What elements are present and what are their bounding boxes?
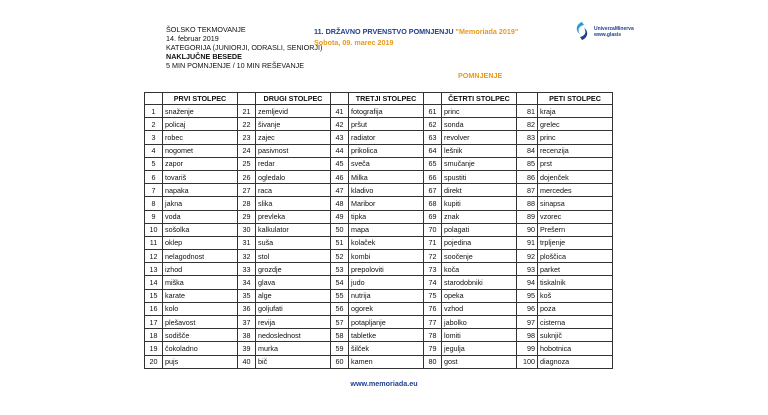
- word-cell: prikolica: [349, 144, 424, 157]
- word-cell: suša: [256, 236, 331, 249]
- word-number: 2: [145, 118, 163, 131]
- word-number: 47: [331, 184, 349, 197]
- word-cell: direkt: [442, 184, 517, 197]
- word-cell: spustiti: [442, 170, 517, 183]
- word-cell: prevleka: [256, 210, 331, 223]
- word-number: 28: [238, 197, 256, 210]
- word-number: 85: [517, 157, 538, 170]
- word-number: 65: [424, 157, 442, 170]
- word-number: 95: [517, 289, 538, 302]
- word-cell: lešnik: [442, 144, 517, 157]
- word-cell: kraja: [538, 105, 613, 118]
- word-cell: jegulja: [442, 342, 517, 355]
- word-cell: znak: [442, 210, 517, 223]
- word-number: 9: [145, 210, 163, 223]
- word-cell: vzhod: [442, 302, 517, 315]
- word-cell: zemljevid: [256, 105, 331, 118]
- word-number: 26: [238, 170, 256, 183]
- word-cell: redar: [256, 157, 331, 170]
- table-row: [145, 157, 613, 170]
- word-number: 69: [424, 210, 442, 223]
- word-number: 64: [424, 144, 442, 157]
- word-number: 76: [424, 302, 442, 315]
- word-cell: lomiti: [442, 329, 517, 342]
- table-row: [145, 236, 613, 249]
- word-number: 20: [145, 355, 163, 368]
- word-number: 1: [145, 105, 163, 118]
- word-cell: sveča: [349, 157, 424, 170]
- word-cell: kamen: [349, 355, 424, 368]
- corner-cell: [145, 93, 163, 105]
- word-number: 15: [145, 289, 163, 302]
- word-cell: miška: [163, 276, 238, 289]
- word-number: 40: [238, 355, 256, 368]
- word-cell: vzorec: [538, 210, 613, 223]
- word-number: 75: [424, 289, 442, 302]
- word-cell: alge: [256, 289, 331, 302]
- word-cell: grelec: [538, 118, 613, 131]
- word-cell: kupiti: [442, 197, 517, 210]
- corner-cell: [517, 93, 538, 105]
- word-cell: jakna: [163, 197, 238, 210]
- word-number: 96: [517, 302, 538, 315]
- word-number: 84: [517, 144, 538, 157]
- word-cell: sodišče: [163, 329, 238, 342]
- word-cell: sinapsa: [538, 197, 613, 210]
- word-number: 19: [145, 342, 163, 355]
- event-title: [314, 26, 518, 37]
- word-cell: suknjič: [538, 329, 613, 342]
- word-cell: tabletke: [349, 329, 424, 342]
- word-number: 87: [517, 184, 538, 197]
- logo-icon: [572, 20, 592, 42]
- word-number: 63: [424, 131, 442, 144]
- word-number: 73: [424, 263, 442, 276]
- word-number: 94: [517, 276, 538, 289]
- word-number: 45: [331, 157, 349, 170]
- word-cell: Maribor: [349, 197, 424, 210]
- table-row: [145, 118, 613, 131]
- word-cell: snaženje: [163, 105, 238, 118]
- word-number: 81: [517, 105, 538, 118]
- word-cell: murka: [256, 342, 331, 355]
- word-number: 17: [145, 316, 163, 329]
- word-number: 4: [145, 144, 163, 157]
- table-row: [145, 276, 613, 289]
- word-number: 51: [331, 236, 349, 249]
- word-number: 88: [517, 197, 538, 210]
- word-number: 92: [517, 250, 538, 263]
- table-row: [145, 302, 613, 315]
- word-cell: pršut: [349, 118, 424, 131]
- word-number: 13: [145, 263, 163, 276]
- word-cell: stol: [256, 250, 331, 263]
- word-number: 91: [517, 236, 538, 249]
- word-number: 48: [331, 197, 349, 210]
- word-number: 74: [424, 276, 442, 289]
- word-number: 38: [238, 329, 256, 342]
- word-cell: radiator: [349, 131, 424, 144]
- word-cell: kalkulator: [256, 223, 331, 236]
- table-header-row: [145, 93, 613, 105]
- word-number: 78: [424, 329, 442, 342]
- word-number: 27: [238, 184, 256, 197]
- word-number: 12: [145, 250, 163, 263]
- word-number: 97: [517, 316, 538, 329]
- word-cell: tipka: [349, 210, 424, 223]
- word-cell: raca: [256, 184, 331, 197]
- word-cell: ploščica: [538, 250, 613, 263]
- word-table: [144, 92, 613, 369]
- word-number: 67: [424, 184, 442, 197]
- word-cell: princ: [538, 131, 613, 144]
- column-header: DRUGI STOLPEC: [256, 93, 331, 105]
- word-cell: prepoloviti: [349, 263, 424, 276]
- word-number: 80: [424, 355, 442, 368]
- table-row: [145, 289, 613, 302]
- word-number: 68: [424, 197, 442, 210]
- footer-url: www.memoriada.eu: [350, 379, 418, 388]
- word-cell: kolaček: [349, 236, 424, 249]
- word-number: 86: [517, 170, 538, 183]
- word-number: 62: [424, 118, 442, 131]
- word-number: 36: [238, 302, 256, 315]
- word-cell: kombi: [349, 250, 424, 263]
- word-cell: nogomet: [163, 144, 238, 157]
- event-brand: "Memoriada 2019": [455, 27, 519, 36]
- word-cell: nutrija: [349, 289, 424, 302]
- word-cell: judo: [349, 276, 424, 289]
- word-cell: hobotnica: [538, 342, 613, 355]
- header-left: [166, 25, 322, 70]
- word-cell: opeka: [442, 289, 517, 302]
- word-number: 82: [517, 118, 538, 131]
- column-header: ČETRTI STOLPEC: [442, 93, 517, 105]
- word-cell: koš: [538, 289, 613, 302]
- word-cell: plešavost: [163, 316, 238, 329]
- word-number: 22: [238, 118, 256, 131]
- word-number: 39: [238, 342, 256, 355]
- word-cell: sošolka: [163, 223, 238, 236]
- word-cell: princ: [442, 105, 517, 118]
- word-number: 35: [238, 289, 256, 302]
- word-cell: robec: [163, 131, 238, 144]
- word-number: 18: [145, 329, 163, 342]
- word-number: 79: [424, 342, 442, 355]
- word-cell: tovariš: [163, 170, 238, 183]
- category-label: KATEGORIJA (JUNIORJI, ODRASLI, SENIORJI): [166, 43, 323, 52]
- word-cell: trpljenje: [538, 236, 613, 249]
- word-number: 89: [517, 210, 538, 223]
- table-row: [145, 170, 613, 183]
- word-cell: revolver: [442, 131, 517, 144]
- word-number: 98: [517, 329, 538, 342]
- header-event: [314, 26, 518, 48]
- logo-text-2: www.glasis: [594, 32, 622, 38]
- corner-cell: [331, 93, 349, 105]
- event-prefix: 11. DRŽAVNO PRVENSTVO POMNJENJU: [314, 27, 456, 36]
- word-number: 37: [238, 316, 256, 329]
- word-cell: mercedes: [538, 184, 613, 197]
- word-cell: fotografija: [349, 105, 424, 118]
- word-number: 25: [238, 157, 256, 170]
- phase-label: POMNJENJE: [458, 71, 503, 80]
- word-number: 83: [517, 131, 538, 144]
- word-number: 16: [145, 302, 163, 315]
- word-number: 7: [145, 184, 163, 197]
- university-logo: [572, 20, 642, 44]
- word-number: 100: [517, 355, 538, 368]
- word-number: 44: [331, 144, 349, 157]
- word-cell: policaj: [163, 118, 238, 131]
- word-number: 24: [238, 144, 256, 157]
- table-row: [145, 316, 613, 329]
- table-row: [145, 197, 613, 210]
- word-number: 57: [331, 316, 349, 329]
- word-cell: parket: [538, 263, 613, 276]
- word-number: 42: [331, 118, 349, 131]
- word-number: 54: [331, 276, 349, 289]
- word-number: 59: [331, 342, 349, 355]
- word-cell: voda: [163, 210, 238, 223]
- word-number: 49: [331, 210, 349, 223]
- word-cell: oklep: [163, 236, 238, 249]
- word-cell: zajec: [256, 131, 331, 144]
- word-number: 53: [331, 263, 349, 276]
- word-number: 11: [145, 236, 163, 249]
- word-number: 56: [331, 302, 349, 315]
- word-number: 52: [331, 250, 349, 263]
- word-cell: revija: [256, 316, 331, 329]
- table-row: [145, 105, 613, 118]
- table-row: [145, 250, 613, 263]
- word-cell: slika: [256, 197, 331, 210]
- date-label: 14. februar 2019: [166, 34, 219, 43]
- word-cell: dojenček: [538, 170, 613, 183]
- word-number: 33: [238, 263, 256, 276]
- word-cell: šilček: [349, 342, 424, 355]
- word-number: 70: [424, 223, 442, 236]
- word-number: 8: [145, 197, 163, 210]
- table-row: [145, 144, 613, 157]
- word-number: 60: [331, 355, 349, 368]
- word-cell: koča: [442, 263, 517, 276]
- table-row: [145, 263, 613, 276]
- corner-cell: [424, 93, 442, 105]
- logo-text-1: UniverzaMinerva: [594, 26, 634, 32]
- word-cell: nelagodnost: [163, 250, 238, 263]
- word-cell: kladivo: [349, 184, 424, 197]
- word-cell: mapa: [349, 223, 424, 236]
- word-cell: kolo: [163, 302, 238, 315]
- word-cell: pasivnost: [256, 144, 331, 157]
- word-number: 3: [145, 131, 163, 144]
- word-number: 50: [331, 223, 349, 236]
- word-cell: čokoladno: [163, 342, 238, 355]
- word-number: 90: [517, 223, 538, 236]
- word-cell: napaka: [163, 184, 238, 197]
- word-cell: polagati: [442, 223, 517, 236]
- table-row: [145, 342, 613, 355]
- word-number: 32: [238, 250, 256, 263]
- word-number: 43: [331, 131, 349, 144]
- word-number: 34: [238, 276, 256, 289]
- table-row: [145, 329, 613, 342]
- column-header: TRETJI STOLPEC: [349, 93, 424, 105]
- word-cell: starodobniki: [442, 276, 517, 289]
- word-cell: gost: [442, 355, 517, 368]
- word-number: 23: [238, 131, 256, 144]
- word-cell: bič: [256, 355, 331, 368]
- word-cell: šivanje: [256, 118, 331, 131]
- word-cell: sonda: [442, 118, 517, 131]
- word-cell: cisterna: [538, 316, 613, 329]
- word-number: 93: [517, 263, 538, 276]
- word-cell: izhod: [163, 263, 238, 276]
- word-number: 61: [424, 105, 442, 118]
- word-number: 30: [238, 223, 256, 236]
- word-number: 66: [424, 170, 442, 183]
- word-number: 10: [145, 223, 163, 236]
- word-number: 46: [331, 170, 349, 183]
- word-number: 99: [517, 342, 538, 355]
- word-number: 21: [238, 105, 256, 118]
- word-number: 6: [145, 170, 163, 183]
- event-date: Sobota, 09. marec 2019: [314, 38, 394, 47]
- word-number: 72: [424, 250, 442, 263]
- word-number: 14: [145, 276, 163, 289]
- word-number: 31: [238, 236, 256, 249]
- table-row: [145, 223, 613, 236]
- discipline-label: NAKLJUČNE BESEDE: [166, 52, 242, 61]
- word-cell: Prešern: [538, 223, 613, 236]
- word-cell: glava: [256, 276, 331, 289]
- table-row: [145, 131, 613, 144]
- word-cell: jabolko: [442, 316, 517, 329]
- table-row: [145, 210, 613, 223]
- word-cell: zapor: [163, 157, 238, 170]
- word-number: 77: [424, 316, 442, 329]
- column-header: PRVI STOLPEC: [163, 93, 238, 105]
- word-cell: grozdje: [256, 263, 331, 276]
- word-cell: Milka: [349, 170, 424, 183]
- word-cell: diagnoza: [538, 355, 613, 368]
- word-number: 58: [331, 329, 349, 342]
- word-number: 5: [145, 157, 163, 170]
- corner-cell: [238, 93, 256, 105]
- word-cell: pojedina: [442, 236, 517, 249]
- table-row: [145, 184, 613, 197]
- school-label: ŠOLSKO TEKMOVANJE: [166, 25, 246, 34]
- word-cell: potapljanje: [349, 316, 424, 329]
- word-cell: smučanje: [442, 157, 517, 170]
- timing-label: 5 MIN POMNJENJE / 10 MIN REŠEVANJE: [166, 61, 305, 70]
- word-cell: ogledalo: [256, 170, 331, 183]
- word-cell: karate: [163, 289, 238, 302]
- word-cell: prst: [538, 157, 613, 170]
- word-number: 71: [424, 236, 442, 249]
- word-cell: nedoslednost: [256, 329, 331, 342]
- word-cell: tiskalnik: [538, 276, 613, 289]
- word-number: 55: [331, 289, 349, 302]
- word-cell: soočenje: [442, 250, 517, 263]
- word-cell: recenzija: [538, 144, 613, 157]
- word-cell: pujs: [163, 355, 238, 368]
- word-number: 29: [238, 210, 256, 223]
- column-header: PETI STOLPEC: [538, 93, 613, 105]
- word-cell: poza: [538, 302, 613, 315]
- table-row: [145, 355, 613, 368]
- word-number: 41: [331, 105, 349, 118]
- word-cell: goljufati: [256, 302, 331, 315]
- word-cell: ogorek: [349, 302, 424, 315]
